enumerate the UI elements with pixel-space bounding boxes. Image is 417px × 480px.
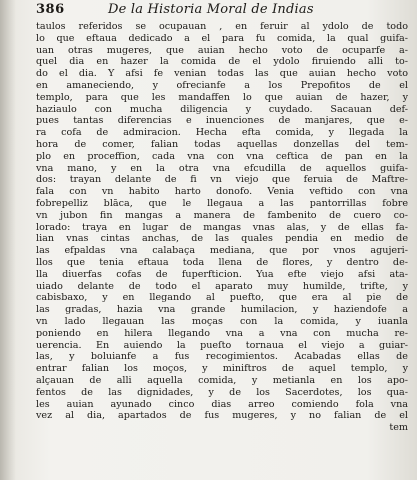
text-line: pues tantas diferencias e inuenciones de manjares, que e- xyxy=(36,115,408,127)
text-line: do el dia. Y afsi fe venian todas las que auian hecho voto xyxy=(36,68,408,80)
text-line: fobrepelliz blāca, que le llegaua a las pantorrillas fobre xyxy=(36,197,408,209)
text-line: las gradas, hazia vna grande humilacion, y haziendofe a xyxy=(36,304,408,316)
text-line: uiado delante de todo el aparato muy humilde, trifte, y xyxy=(36,280,408,292)
text-line: las efpaldas vna calabaça mediana, que por vnos agujeri- xyxy=(36,245,408,257)
text-line: poniendo en hilera llegando vna a vna con mucha re- xyxy=(36,327,408,339)
text-line: lla diuerfas cofas de fuperfticion. Yua efte viejo afsi ata- xyxy=(36,268,408,280)
text-line: alçauan de alli aquella comida, y metianla en los apo- xyxy=(36,374,408,386)
text-line: quel dia en hazer la comida de el ydolo firuiendo alli to- xyxy=(36,56,408,68)
text-line: en amaneciendo, y ofrecianfe a los Prepofitos de el xyxy=(36,79,408,91)
body-text xyxy=(36,21,408,434)
text-line: fala con vn habito harto donofo. Venia veftido con vna xyxy=(36,186,408,198)
text-line: vn jubon fin mangas a manera de fambenito de cuero co- xyxy=(36,209,408,221)
text-line: plo en proceffion, cada vna con vna cefticа de pan en la xyxy=(36,150,408,162)
text-line: hora de comer, falian todas aquellas donzellas del tem- xyxy=(36,138,408,150)
text-line: taulos referidos se ocupauan , en feruir al ydolo de todo xyxy=(36,21,408,32)
text-line: tem xyxy=(389,422,408,434)
text-line: lian vnas cintas anchas, de las quales pendia en medio de xyxy=(36,233,408,245)
text-line: templo, para que les mandaffen lo que auian de hazer, y xyxy=(36,91,408,103)
text-line: fentos de las dignidades, y de los Sacerdotes, los qua- xyxy=(36,386,408,398)
text-line: vn lado llegauan las moças con la comida, y iuanla xyxy=(36,315,408,327)
text-line: vna mano, y en la otra vna efcudilla de aquellos guifa- xyxy=(36,162,408,174)
text-line: cabisbaxo, y en llegando al puefto, que era al pie de xyxy=(36,292,408,304)
text-line: vez al dia, apartados de fus mugeres, y no falian de el xyxy=(36,410,408,422)
text-line: dos: trayan delante de fi vn viejo que feruia de Maftre- xyxy=(36,174,408,186)
text-line: llos que tenia eftaua toda llena de flores, y dentro de- xyxy=(36,256,408,268)
text-line: entrar falian los moços, y miniftros de aquel templo, y xyxy=(36,363,408,375)
text-line: uerencia. En auiendo la pueſto tornaua el viejo a guiar- xyxy=(36,339,408,351)
text-line: ra cofa de admiracion. Hecha efta comida, y llegada la xyxy=(36,127,408,139)
text-line: lo que eftaua dedicado a el para fu comida, la qual guifa- xyxy=(36,32,408,44)
text-line: lorado: traya en lugar de mangas vnas alas, y de ellas fa- xyxy=(36,221,408,233)
page-header xyxy=(36,2,406,22)
text-line: uan otras mugeres, que auian hecho voto de ocuparfe a- xyxy=(36,44,408,56)
page-number: 386 xyxy=(36,2,65,17)
text-line: haziaulo con mucha diligencia y cuydado. Sacauan def- xyxy=(36,103,408,115)
text-line: las, y boluianfe a fus recogimientos. Acabadas ellas de xyxy=(36,351,408,363)
text-line: les auian ayunado cinco dias arreo comiendo fola vna xyxy=(36,398,408,410)
running-title: De la Historia Moral de Indias xyxy=(108,2,314,17)
page-gutter-shadow xyxy=(0,0,16,480)
